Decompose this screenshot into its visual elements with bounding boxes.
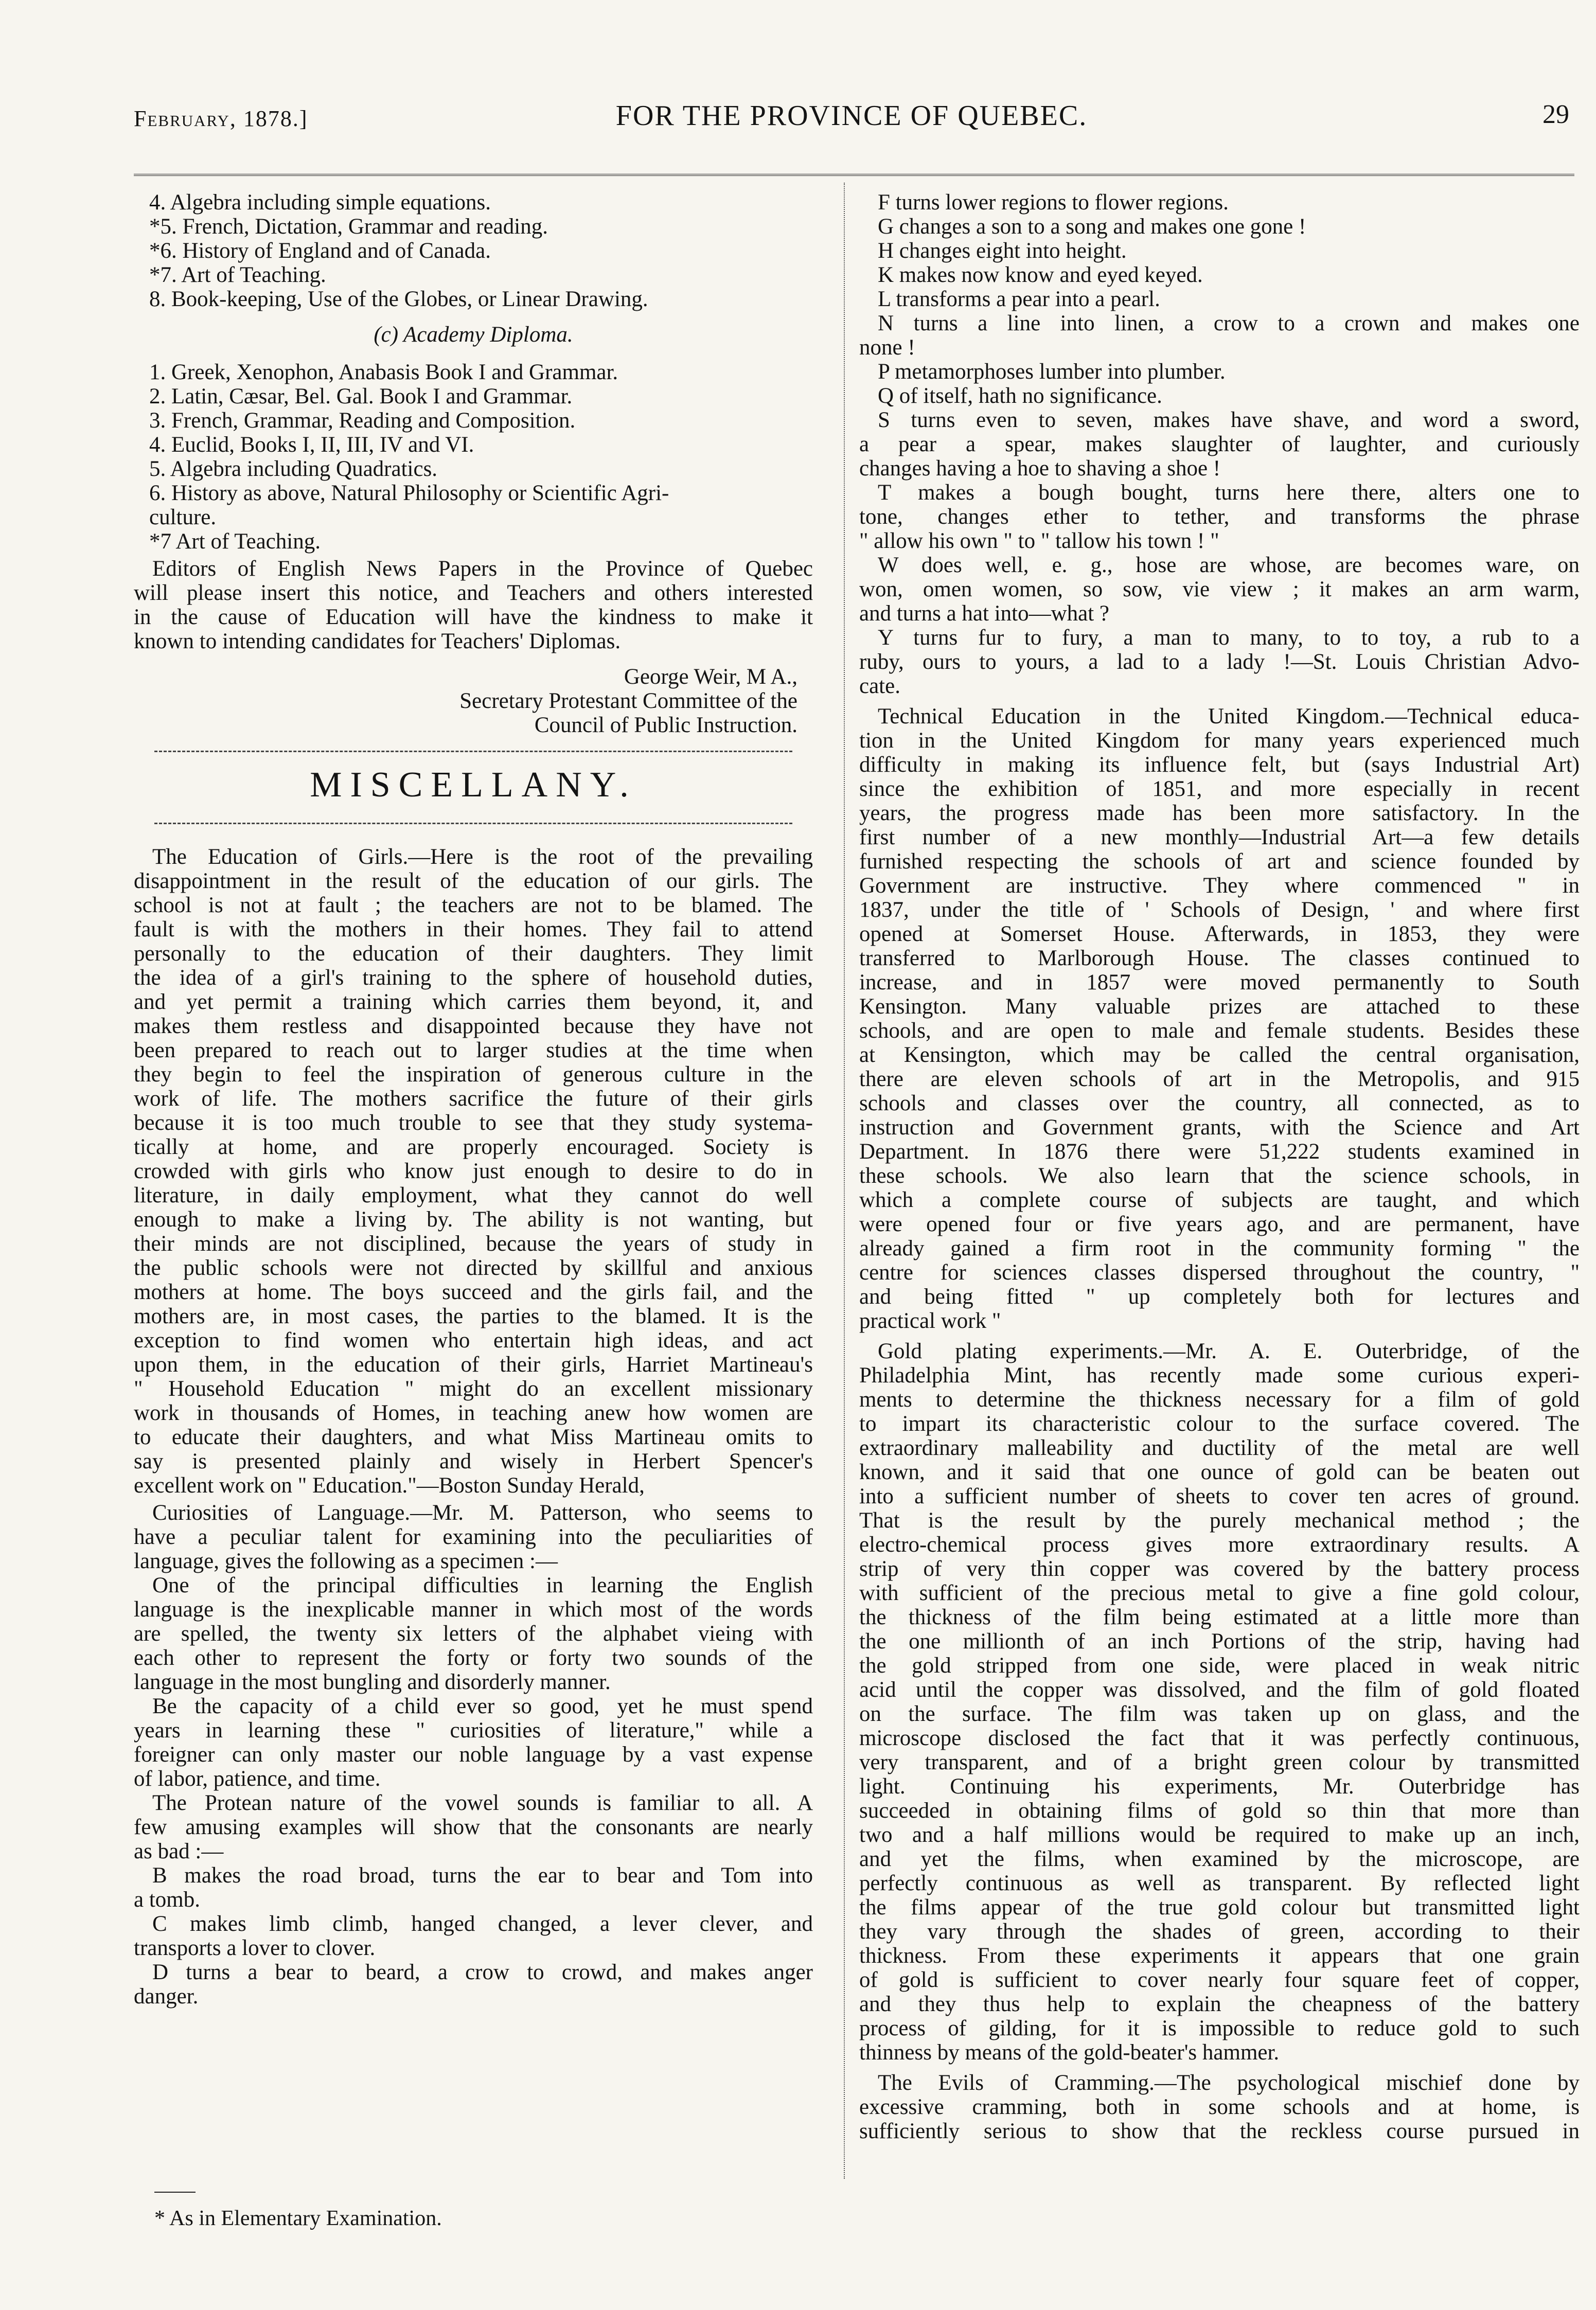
academy-diploma-heading: (c) Academy Diploma.	[374, 323, 573, 347]
text-line: of labor, patience, and time.	[134, 1767, 381, 1791]
text-line: process of gilding, for it is impossible to reduce gold to such	[859, 2016, 1580, 2040]
list-item: *5. French, Dictation, Grammar and reading.	[149, 215, 548, 239]
text-line: and turns a hat into—what ?	[859, 601, 1110, 626]
text-line: of gold is sufficient to cover nearly four square feet of copper,	[859, 1968, 1580, 1992]
text-line: changes having a hoe to shaving a shoe !	[859, 456, 1221, 481]
text-line: perfectly continuous as well as transparent. By reflected light	[859, 1871, 1580, 1895]
text-line: their minds are not disciplined, because the years of study in	[134, 1232, 813, 1256]
text-line: opened at Somerset House. Afterwards, in 1853, they were	[859, 922, 1580, 946]
list-item: 4. Euclid, Books I, II, III, IV and VI.	[149, 433, 474, 457]
text-line: thinness by means of the gold-beater's hammer.	[859, 2040, 1280, 2065]
text-line: with sufficient of the precious metal to give a fine gold colour,	[859, 1581, 1580, 1605]
list-item: 8. Book-keeping, Use of the Globes, or Linear Drawing.	[149, 287, 648, 311]
text-line: crowded with girls who know just enough to desire to do in	[134, 1159, 813, 1183]
text-line: excessive cramming, both in some schools and at home, is	[859, 2095, 1580, 2119]
text-line: cate.	[859, 674, 900, 698]
article-technical-education	[859, 704, 1580, 1333]
text-line: H changes eight into height.	[878, 239, 1127, 263]
text-line: literature, in daily employment, what they cannot do well	[134, 1183, 813, 1207]
text-line: a tomb.	[134, 1888, 200, 1912]
text-line: Curiosities of Language.—Mr. M. Patterson, who seems to	[152, 1501, 813, 1525]
column-separator	[844, 183, 845, 2179]
text-line: first number of a new monthly—Industrial Art—a few details	[859, 825, 1580, 849]
text-line: makes them restless and disappointed because they have not	[134, 1014, 813, 1038]
text-line: G changes a son to a song and makes one gone !	[878, 215, 1306, 239]
text-line: sufficiently serious to show that the reckless course pursued in	[859, 2119, 1580, 2143]
text-line: T makes a bough bought, turns here there, alters one to	[878, 481, 1580, 505]
text-line: each other to represent the forty or forty two sounds of the	[134, 1646, 813, 1670]
text-line: The Education of Girls.—Here is the root of the prevailing	[152, 845, 813, 869]
text-line: P metamorphoses lumber into plumber.	[878, 360, 1226, 384]
text-line: F turns lower regions to flower regions.	[878, 190, 1229, 215]
text-line: two and a half millions would be required to make up an inch,	[859, 1823, 1580, 1847]
text-line: Q of itself, hath no significance.	[878, 384, 1162, 408]
article-curiosities-of-language	[134, 1501, 813, 2009]
text-line: work of life. The mothers sacrifice the future of their girls	[134, 1087, 813, 1111]
text-line: as bad :—	[134, 1839, 224, 1863]
article-curiosities-continued	[859, 190, 1580, 698]
text-line: few amusing examples will show that the consonants are nearly	[134, 1815, 813, 1839]
text-line: they begin to feel the inspiration of generous culture in the	[134, 1062, 813, 1087]
text-line: none !	[859, 335, 915, 360]
editors-notice	[134, 557, 813, 653]
list-item: 4. Algebra including simple equations.	[149, 190, 491, 215]
diploma-subject-list	[134, 190, 813, 311]
text-line: there are eleven schools of art in the Metropolis, and 915	[859, 1067, 1580, 1091]
text-line: D turns a bear to beard, a crow to crowd, and makes anger	[152, 1960, 813, 1984]
text-line: these schools. We also learn that the science schools, in	[859, 1164, 1580, 1188]
text-line: The Protean nature of the vowel sounds is familiar to all. A	[152, 1791, 813, 1815]
text-line: excellent work on " Education."—Boston Sunday Herald,	[134, 1473, 645, 1498]
text-line: foreigner can only master our noble language by a vast expense	[134, 1743, 813, 1767]
list-item: 6. History as above, Natural Philosophy or Scientific Agri-	[149, 481, 669, 505]
text-line: the films appear of the true gold colour but transmitted light	[859, 1895, 1580, 1920]
text-line: W does well, e. g., hose are whose, are becomes ware, on	[878, 553, 1580, 577]
list-item: 1. Greek, Xenophon, Anabasis Book I and Grammar.	[149, 360, 618, 384]
text-line: fault is with the mothers in their homes. They fail to attend	[134, 917, 813, 941]
text-line: at Kensington, which may be called the central organisation,	[859, 1043, 1580, 1067]
text-line: " Household Education " might do an excellent missionary	[134, 1377, 813, 1401]
text-line: have a peculiar talent for examining into the peculiarities of	[134, 1525, 813, 1549]
text-line: will please insert this notice, and Teachers and others interested	[134, 581, 813, 605]
text-line: because it is too much trouble to see that they study systema-	[134, 1111, 813, 1135]
text-line: succeeded in obtaining films of gold so thin that more than	[859, 1799, 1580, 1823]
text-line: centre for sciences classes dispersed throughout the country, "	[859, 1260, 1580, 1285]
text-line: work in thousands of Homes, in teaching anew how women are	[134, 1401, 813, 1425]
text-line: were opened four or five years ago, and are permanent, have	[859, 1212, 1580, 1236]
header-rule	[134, 174, 1574, 176]
footnote: * As in Elementary Examination.	[154, 2207, 442, 2230]
list-item: *7. Art of Teaching.	[149, 263, 326, 287]
section-divider	[154, 751, 792, 752]
text-line: mothers are, in most cases, the parties to the blamed. It is the	[134, 1304, 813, 1328]
text-line: and yet the films, when examined by the microscope, are	[859, 1847, 1580, 1871]
text-line: thickness. From these experiments it appears that one grain	[859, 1944, 1580, 1968]
text-line: practical work "	[859, 1309, 1001, 1333]
text-line: are spelled, the twenty six letters of the alphabet vieing with	[134, 1622, 813, 1646]
text-line: microscope disclosed the fact that it was perfectly continuous,	[859, 1726, 1580, 1750]
text-line: very transparent, and of a bright green colour by transmitted	[859, 1750, 1580, 1774]
list-item: 5. Algebra including Quadratics.	[149, 457, 438, 481]
list-item: 3. French, Grammar, Reading and Composition.	[149, 408, 576, 433]
text-line: Y turns fur to fury, a man to many, to to toy, a rub to a	[878, 626, 1580, 650]
signature-line: George Weir, M A.,	[624, 665, 797, 689]
text-line: Technical Education in the United Kingdom.—Technical educa-	[878, 704, 1580, 728]
header-date: February, 1878.]	[134, 106, 308, 131]
text-line: known to intending candidates for Teachers' Diplomas.	[134, 629, 621, 653]
text-line: ruby, ours to yours, a lad to a lady !—St. Louis Christian Advo-	[859, 650, 1580, 674]
text-line: strip of very thin copper was covered by the battery process	[859, 1557, 1580, 1581]
list-item: 2. Latin, Cæsar, Bel. Gal. Book I and Grammar.	[149, 384, 573, 408]
text-line: " allow his own " to " tallow his town ! "	[859, 529, 1219, 553]
text-line: schools and classes over the country, all connected, as to	[859, 1091, 1580, 1115]
text-line: tically at home, and are properly encouraged. Society is	[134, 1135, 813, 1159]
text-line: already gained a firm root in the community forming " the	[859, 1236, 1580, 1260]
text-line: N turns a line into linen, a crow to a crown and makes one	[878, 311, 1580, 335]
list-item: *7 Art of Teaching.	[149, 529, 321, 554]
text-line: they vary through the shades of green, according to their	[859, 1920, 1580, 1944]
text-line: light. Continuing his experiments, Mr. Outerbridge has	[859, 1774, 1580, 1799]
article-evils-of-cramming	[859, 2071, 1580, 2143]
text-line: C makes limb climb, hanged changed, a lever clever, and	[152, 1912, 813, 1936]
text-line: instruction and Government grants, with the Science and Art	[859, 1115, 1580, 1140]
text-line: and yet permit a training which carries them beyond, it, and	[134, 990, 813, 1014]
text-line: tone, changes ether to tether, and transforms the phrase	[859, 505, 1580, 529]
text-line: Be the capacity of a child ever so good, yet he must spend	[152, 1694, 813, 1718]
text-line: extraordinary malleability and ductility of the metal are well	[859, 1436, 1580, 1460]
text-line: Kensington. Many valuable prizes are attached to these	[859, 994, 1580, 1019]
text-line: furnished respecting the schools of art and science founded by	[859, 849, 1580, 874]
text-line: in the cause of Education will have the kindness to make it	[134, 605, 813, 629]
signature-line: Council of Public Instruction.	[534, 713, 797, 737]
text-line: enough to make a living by. The ability is not wanting, but	[134, 1207, 813, 1232]
text-line: mothers at home. The boys succeed and the girls fail, and the	[134, 1280, 813, 1304]
text-line: Department. In 1876 there were 51,222 students examined in	[859, 1140, 1580, 1164]
text-line: Government are instructive. They where commenced " in	[859, 874, 1580, 898]
left-column	[134, 190, 813, 2009]
text-line: tion in the United Kingdom for many years experienced much	[859, 728, 1580, 753]
text-line: the thickness of the film being estimated at a little more than	[859, 1605, 1580, 1629]
academy-subject-list	[134, 360, 813, 554]
text-line: danger.	[134, 1984, 199, 2009]
list-item: culture.	[149, 505, 217, 529]
text-line: One of the principal difficulties in learning the English	[152, 1573, 813, 1597]
text-line: been prepared to reach out to larger studies at the time when	[134, 1038, 813, 1062]
text-line: which a complete course of subjects are taught, and which	[859, 1188, 1580, 1212]
text-line: K makes now know and eyed keyed.	[878, 263, 1203, 287]
text-line: exception to find women who entertain high ideas, and act	[134, 1328, 813, 1353]
article-gold-plating	[859, 1339, 1580, 2065]
text-line: say is presented plainly and wisely in Herbert Spencer's	[134, 1449, 813, 1473]
text-line: personally to the education of their daughters. They limit	[134, 941, 813, 966]
text-line: school is not at fault ; the teachers are not to be blamed. The	[134, 893, 813, 917]
text-line: transports a lover to clover.	[134, 1936, 376, 1960]
text-line: increase, and in 1857 were moved permanently to South	[859, 970, 1580, 994]
text-line: Gold plating experiments.—Mr. A. E. Outerbridge, of the	[878, 1339, 1580, 1363]
text-line: difficulty in making its influence felt, but (says Industrial Art)	[859, 753, 1580, 777]
article-education-of-girls	[134, 845, 813, 1498]
text-line: That is the result by the purely mechanical method ; the	[859, 1508, 1580, 1533]
text-line: since the exhibition of 1851, and more especially in recent	[859, 777, 1580, 801]
section-divider	[154, 823, 792, 824]
text-line: the one millionth of an inch Portions of the strip, having had	[859, 1629, 1580, 1654]
text-line: and being fitted " up completely both for lectures and	[859, 1285, 1580, 1309]
text-line: language in the most bungling and disorderly manner.	[134, 1670, 611, 1694]
page-header	[134, 95, 1569, 136]
text-line: L transforms a pear into a pearl.	[878, 287, 1160, 311]
text-line: disappointment in the result of the education of our girls. The	[134, 869, 813, 893]
text-line: the idea of a girl's training to the sphere of household duties,	[134, 966, 813, 990]
text-line: 1837, under the title of ' Schools of Design, ' and where first	[859, 898, 1580, 922]
text-line: into a sufficient number of sheets to cover ten acres of ground.	[859, 1484, 1580, 1508]
text-line: years in learning these " curiosities of literature," while a	[134, 1718, 813, 1743]
text-line: years, the progress made has been more satisfactory. In the	[859, 801, 1580, 825]
text-line: language, gives the following as a specimen :—	[134, 1549, 558, 1573]
text-line: language is the inexplicable manner in which most of the words	[134, 1597, 813, 1622]
right-column	[859, 190, 1580, 2143]
header-title: FOR THE PROVINCE OF QUEBEC.	[615, 100, 1088, 132]
text-line: known, and it said that one ounce of gold can be beaten out	[859, 1460, 1580, 1484]
text-line: electro-chemical process gives more extraordinary results. A	[859, 1533, 1580, 1557]
text-line: acid until the copper was dissolved, and the film of gold floated	[859, 1678, 1580, 1702]
text-line: the public schools were not directed by skillful and anxious	[134, 1256, 813, 1280]
miscellany-title: MISCELLANY.	[310, 765, 637, 805]
text-line: to impart its characteristic colour to the surface covered. The	[859, 1412, 1580, 1436]
text-line: Philadelphia Mint, has recently made some curious experi-	[859, 1363, 1580, 1388]
text-line: to educate their daughters, and what Miss Martineau omits to	[134, 1425, 813, 1449]
text-line: won, omen women, so sow, vie view ; it makes an arm warm,	[859, 577, 1580, 601]
text-line: the gold stripped from one side, were placed in weak nitric	[859, 1654, 1580, 1678]
text-line: S turns even to seven, makes have shave, and word a sword,	[878, 408, 1580, 432]
text-line: on the surface. The film was taken up on glass, and the	[859, 1702, 1580, 1726]
footnote-rule	[154, 2192, 196, 2193]
list-item: *6. History of England and of Canada.	[149, 239, 491, 263]
text-line: The Evils of Cramming.—The psychological mischief done by	[878, 2071, 1580, 2095]
text-line: upon them, in the education of their girls, Harriet Martineau's	[134, 1353, 813, 1377]
text-line: and they thus help to explain the cheapness of the battery	[859, 1992, 1580, 2016]
text-line: ments to determine the thickness necessary for a film of gold	[859, 1388, 1580, 1412]
text-line: transferred to Marlborough House. The classes continued to	[859, 946, 1580, 970]
text-line: a pear a spear, makes slaughter of laughter, and curiously	[859, 432, 1580, 456]
signature-block	[134, 665, 813, 737]
signature-line: Secretary Protestant Committee of the	[459, 689, 797, 713]
page-number: 29	[1542, 100, 1569, 129]
text-line: Editors of English News Papers in the Province of Quebec	[152, 557, 813, 581]
text-line: B makes the road broad, turns the ear to bear and Tom into	[152, 1863, 813, 1888]
text-line: schools, and are open to male and female students. Besides these	[859, 1019, 1580, 1043]
